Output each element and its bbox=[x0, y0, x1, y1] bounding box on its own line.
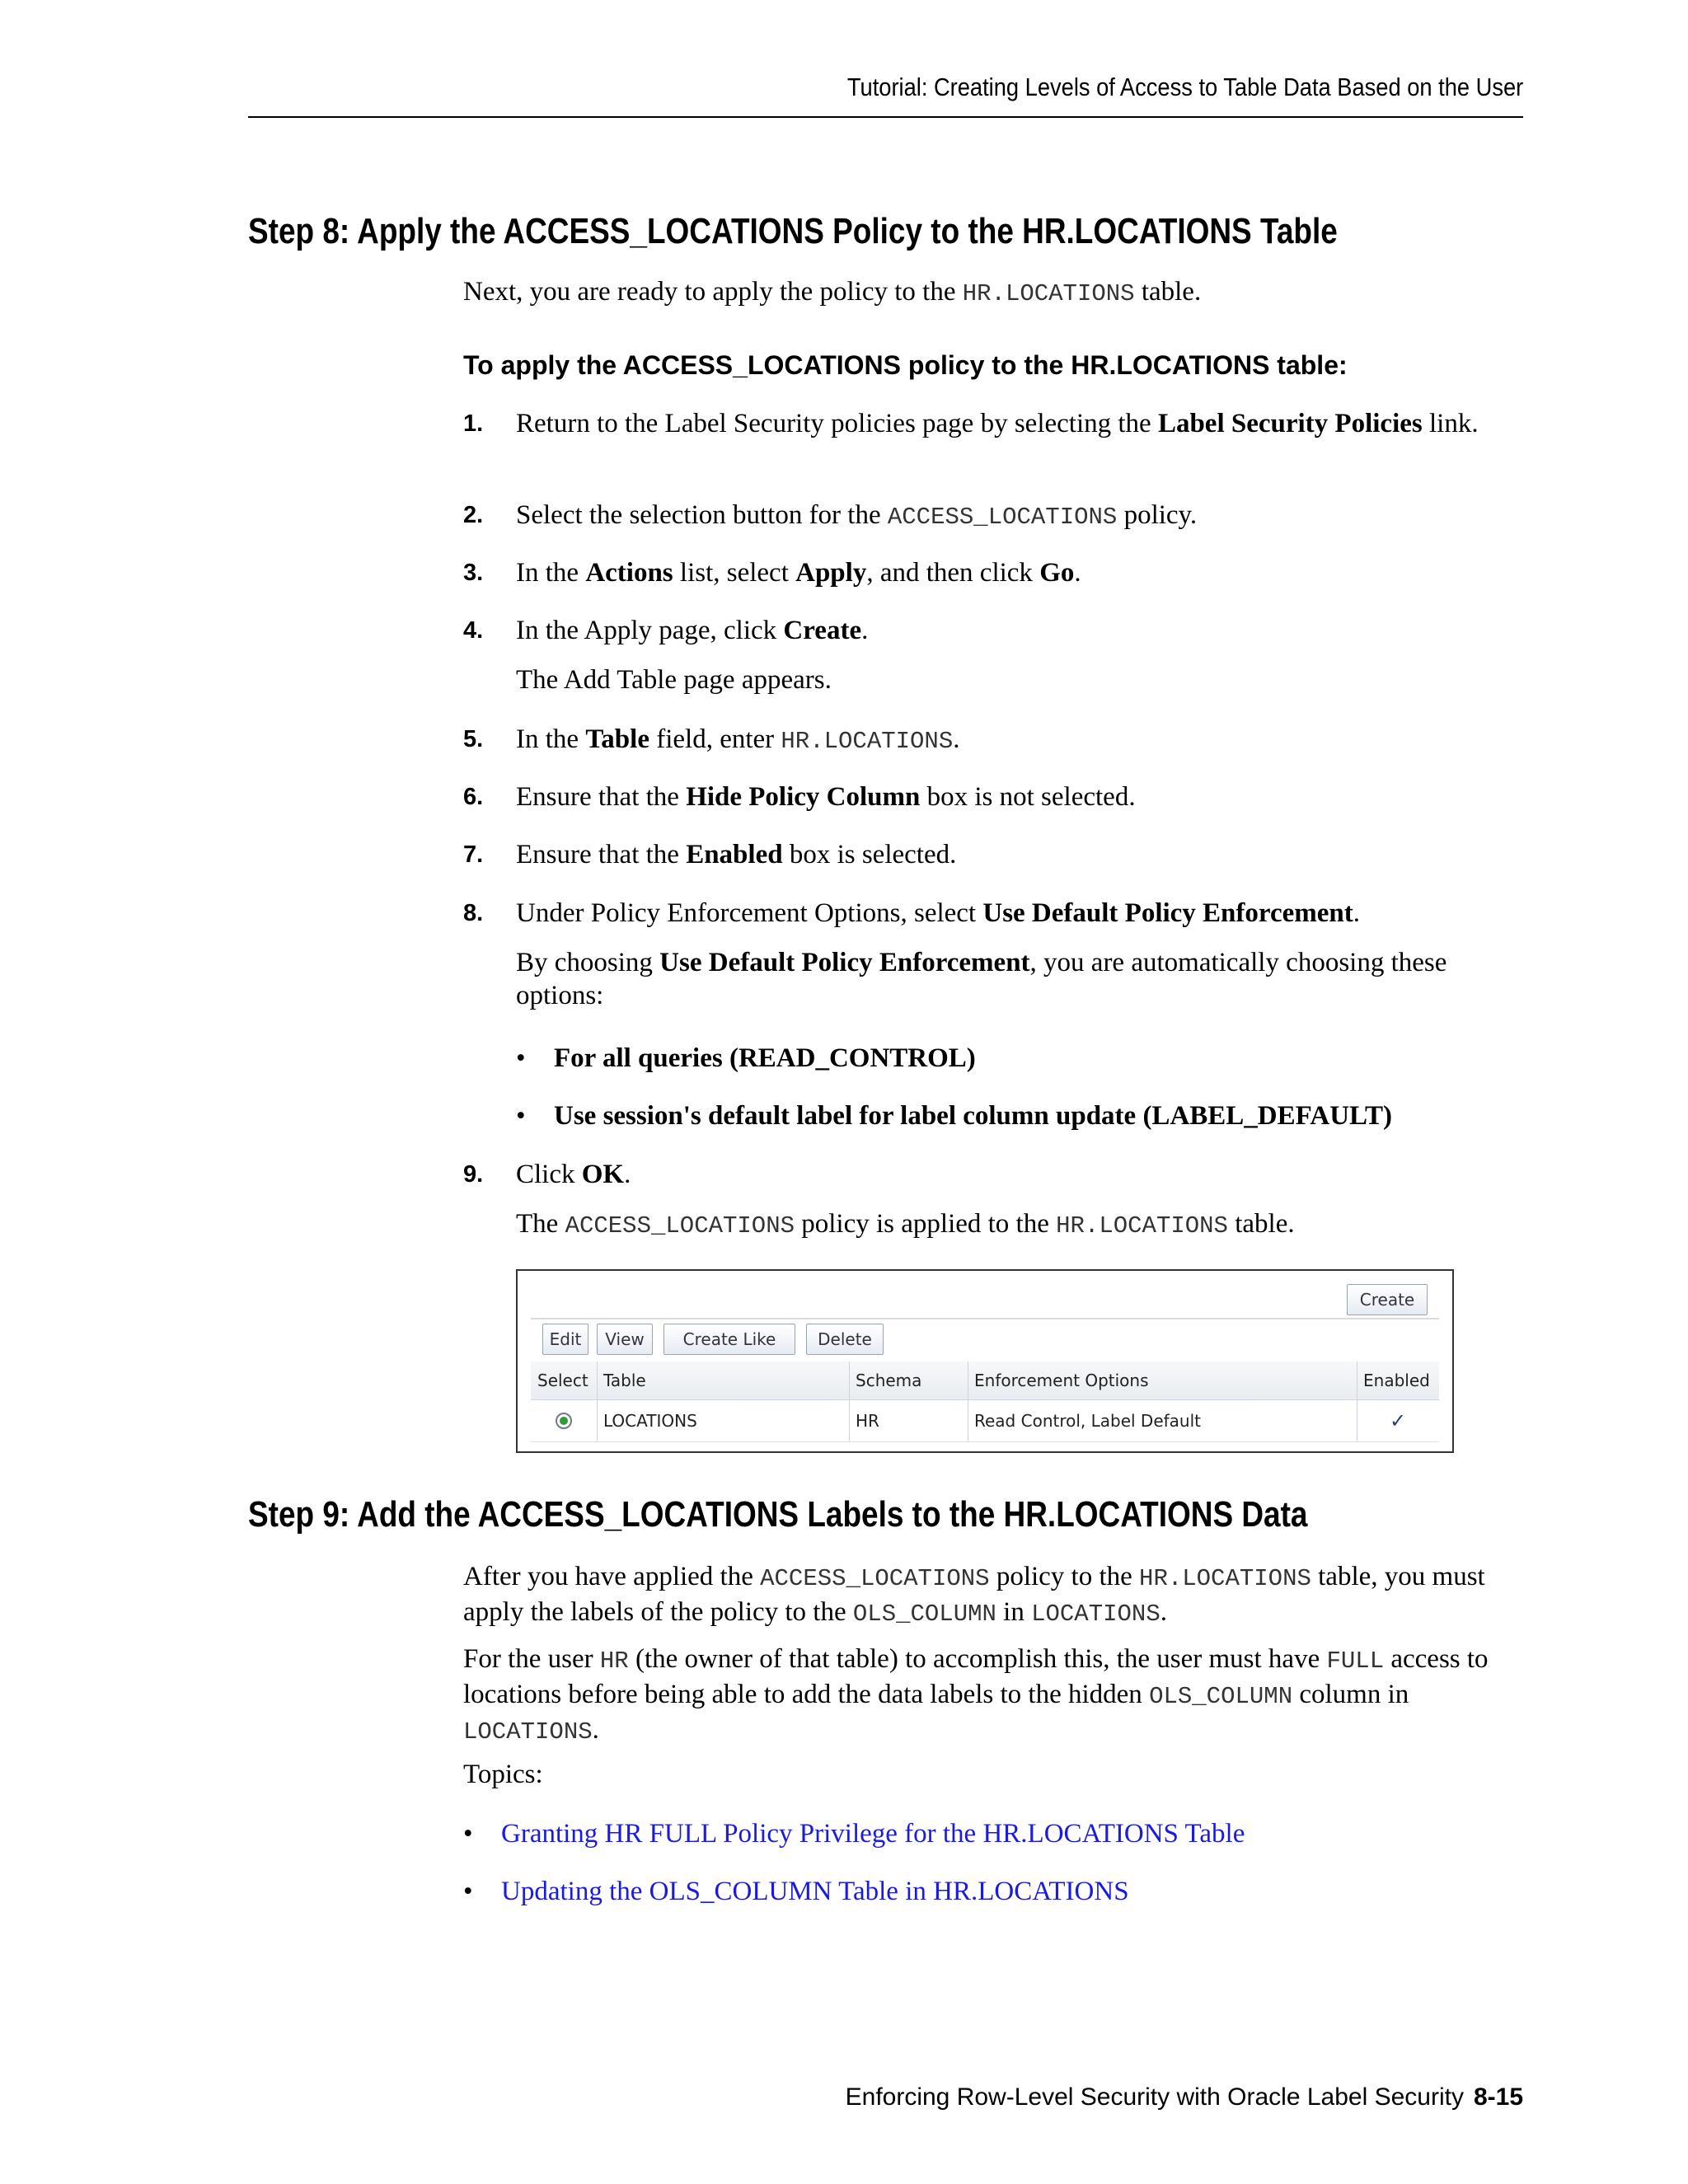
row-schema-cell: HR bbox=[856, 1411, 879, 1431]
topics-label: Topics: bbox=[463, 1760, 543, 1789]
label-security-policies-link: Label Security Policies bbox=[1157, 409, 1423, 438]
row-select-cell bbox=[531, 1400, 597, 1441]
table-header-row bbox=[531, 1361, 1439, 1400]
procedure-title: To apply the ACCESS_LOCATIONS policy to the HR.LOCATIONS table: bbox=[463, 350, 1348, 380]
row-enforcement-cell: Read Control, Label Default bbox=[974, 1411, 1202, 1431]
delete-button[interactable]: Delete bbox=[806, 1324, 884, 1355]
topic-item: • Granting HR FULL Policy Privilege for the HR.LOCATIONS Table bbox=[463, 1819, 1245, 1849]
step8-intro: Next, you are ready to apply the policy to the HR.LOCATIONS table. bbox=[463, 277, 1202, 307]
edit-button[interactable]: Edit bbox=[542, 1324, 588, 1355]
topic-link-updating-ols-column[interactable]: Updating the OLS_COLUMN Table in HR.LOCATIONS bbox=[501, 1877, 1129, 1906]
running-header: Tutorial: Creating Levels of Access to Table Data Based on the User bbox=[846, 73, 1523, 101]
view-button[interactable]: View bbox=[597, 1324, 653, 1355]
check-icon: ✓ bbox=[1389, 1409, 1407, 1432]
column-divider bbox=[597, 1361, 598, 1441]
step9-paragraph-1: After you have applied the ACCESS_LOCATIONS policy to the HR.LOCATIONS table, you must apply the labels of the policy to the OLS_COLUMN in LOCATIONS. bbox=[463, 1562, 1485, 1628]
column-header-select: Select bbox=[537, 1371, 588, 1390]
step-9-note: The ACCESS_LOCATIONS policy is applied to the HR.LOCATIONS table. bbox=[516, 1209, 1295, 1240]
create-like-button[interactable]: Create Like bbox=[663, 1324, 795, 1355]
apply-table-screenshot bbox=[516, 1269, 1454, 1453]
step9-paragraph-2: For the user HR (the owner of that table) to accomplish this, the user must have FULL access to locations before being able to add the data labels to the hidden OLS_COLUMN column in LOCATIONS. bbox=[463, 1644, 1489, 1746]
step-8-note: By choosing Use Default Policy Enforcement, you are automatically choosing these options: bbox=[516, 948, 1447, 1010]
column-header-schema[interactable]: Schema bbox=[856, 1371, 922, 1390]
radio-selected-icon[interactable] bbox=[556, 1413, 572, 1429]
column-header-enabled: Enabled bbox=[1363, 1371, 1430, 1390]
page-number: 8-15 bbox=[1473, 2083, 1523, 2111]
header-rule bbox=[248, 116, 1523, 118]
step-4-note: The Add Table page appears. bbox=[516, 665, 832, 695]
row-table-cell: LOCATIONS bbox=[603, 1411, 697, 1431]
column-divider bbox=[849, 1361, 850, 1441]
column-header-enforcement-options[interactable]: Enforcement Options bbox=[974, 1371, 1149, 1390]
option-bullet: • For all queries (READ_CONTROL) bbox=[516, 1043, 976, 1073]
topic-link-granting-full-privilege[interactable]: Granting HR FULL Policy Privilege for the HR.LOCATIONS Table bbox=[501, 1819, 1245, 1849]
step9-heading: Step 9: Add the ACCESS_LOCATIONS Labels to the HR.LOCATIONS Data bbox=[248, 1494, 1308, 1535]
create-button[interactable]: Create bbox=[1347, 1284, 1428, 1315]
topic-item: • Updating the OLS_COLUMN Table in HR.LOCATIONS bbox=[463, 1877, 1129, 1906]
step8-heading: Step 8: Apply the ACCESS_LOCATIONS Policy to the HR.LOCATIONS Table bbox=[248, 211, 1338, 251]
divider bbox=[531, 1318, 1439, 1319]
option-bullet: • Use session's default label for label column update (LABEL_DEFAULT) bbox=[516, 1101, 1393, 1131]
column-header-table[interactable]: Table bbox=[603, 1371, 646, 1390]
table-row bbox=[531, 1400, 1439, 1442]
page-footer: Enforcing Row-Level Security with Oracle Label Security 8-15 bbox=[845, 2083, 1523, 2111]
